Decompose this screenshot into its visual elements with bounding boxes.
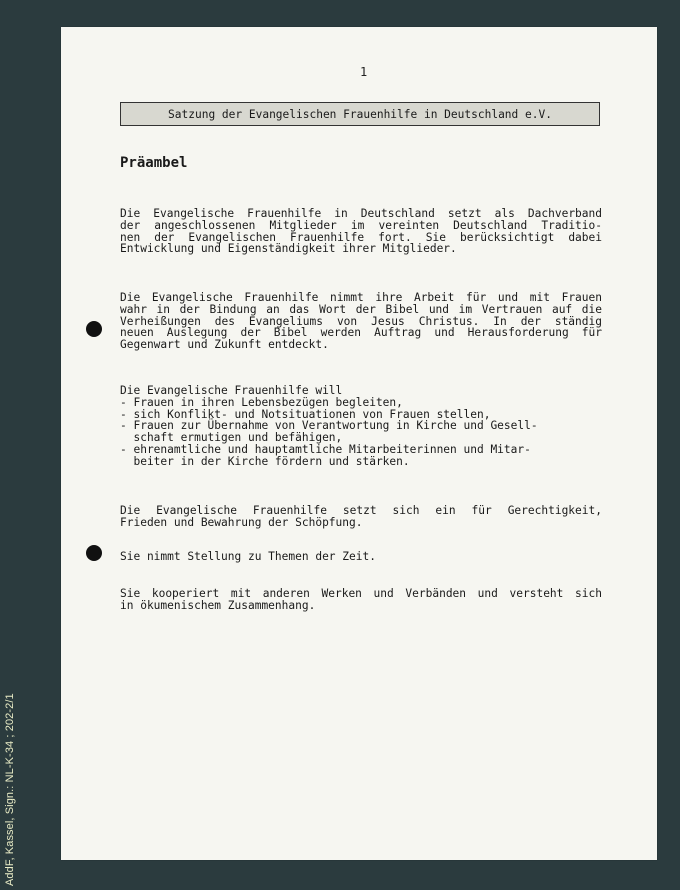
document-title: Satzung der Evangelischen Frauenhilfe in Deutschland e.V.: [168, 107, 552, 121]
paragraph-2: [120, 292, 602, 351]
archive-signature-label: AddF, Kassel, Sign.: NL-K-34 ; 202-2/1: [4, 693, 16, 886]
paragraph-line: Verheißungen des Evangeliums von Jesus Christus. In der ständig: [120, 314, 602, 328]
paragraph-line: nen der Evangelischen Frauenhilfe fort. Sie berücksichtigt dabei: [120, 230, 602, 244]
paragraph-line: wahr in der Bindung an das Wort der Bibel und im Vertrauen auf die: [120, 302, 602, 316]
list-item: - Frauen zur Übernahme von Verantwortung in Kirche und Gesell-: [120, 419, 538, 433]
paragraph-line: der angeschlossenen Mitglieder im vereinten Deutschland Traditio-: [120, 218, 602, 232]
paragraph-line: Frieden und Bewahrung der Schöpfung.: [120, 515, 363, 529]
punch-hole-icon: [86, 321, 102, 337]
paragraph-5: [120, 588, 602, 612]
list-item-continuation: schaft ermutigen und befähigen,: [120, 431, 343, 445]
list-item-continuation: beiter in der Kirche fördern und stärken.: [120, 454, 410, 468]
paragraph-line: in ökumenischem Zusammenhang.: [120, 598, 316, 612]
section-heading: Präambel: [120, 155, 188, 171]
paragraph-line: Die Evangelische Frauenhilfe nimmt ihre Arbeit für und mit Frauen: [120, 291, 602, 304]
paragraph-3: [120, 505, 602, 529]
list-item: - ehrenamtliche und hauptamtliche Mitarbeiterinnen und Mitar-: [120, 442, 531, 456]
document-page: [61, 27, 657, 860]
paragraph-line: Die Evangelische Frauenhilfe in Deutschland setzt als Dachverband: [120, 207, 602, 220]
paragraph-4: [120, 551, 602, 563]
document-title-box: [120, 102, 600, 126]
paragraph-line: Entwicklung und Eigenständigkeit ihrer Mitglieder.: [120, 242, 457, 256]
goals-list: [120, 385, 620, 468]
punch-hole-icon: [86, 545, 102, 561]
paragraph-1: [120, 208, 602, 255]
list-item: - sich Konflikt- und Notsituationen von Frauen stellen,: [120, 407, 491, 421]
paragraph-line: Sie kooperiert mit anderen Werken und Verbänden und versteht sich: [120, 587, 602, 600]
paragraph-line: Gegenwart und Zukunft entdeckt.: [120, 338, 329, 352]
page-number: 1: [360, 65, 368, 79]
paragraph-line: Sie nimmt Stellung zu Themen der Zeit.: [120, 550, 376, 563]
list-intro: Die Evangelische Frauenhilfe will: [120, 384, 343, 397]
list-item: - Frauen in ihren Lebensbezügen begleiten,: [120, 395, 403, 409]
paragraph-line: Die Evangelische Frauenhilfe setzt sich ein für Gerechtigkeit,: [120, 504, 602, 517]
paragraph-line: neuen Auslegung der Bibel werden Auftrag und Herausforderung für: [120, 326, 602, 340]
